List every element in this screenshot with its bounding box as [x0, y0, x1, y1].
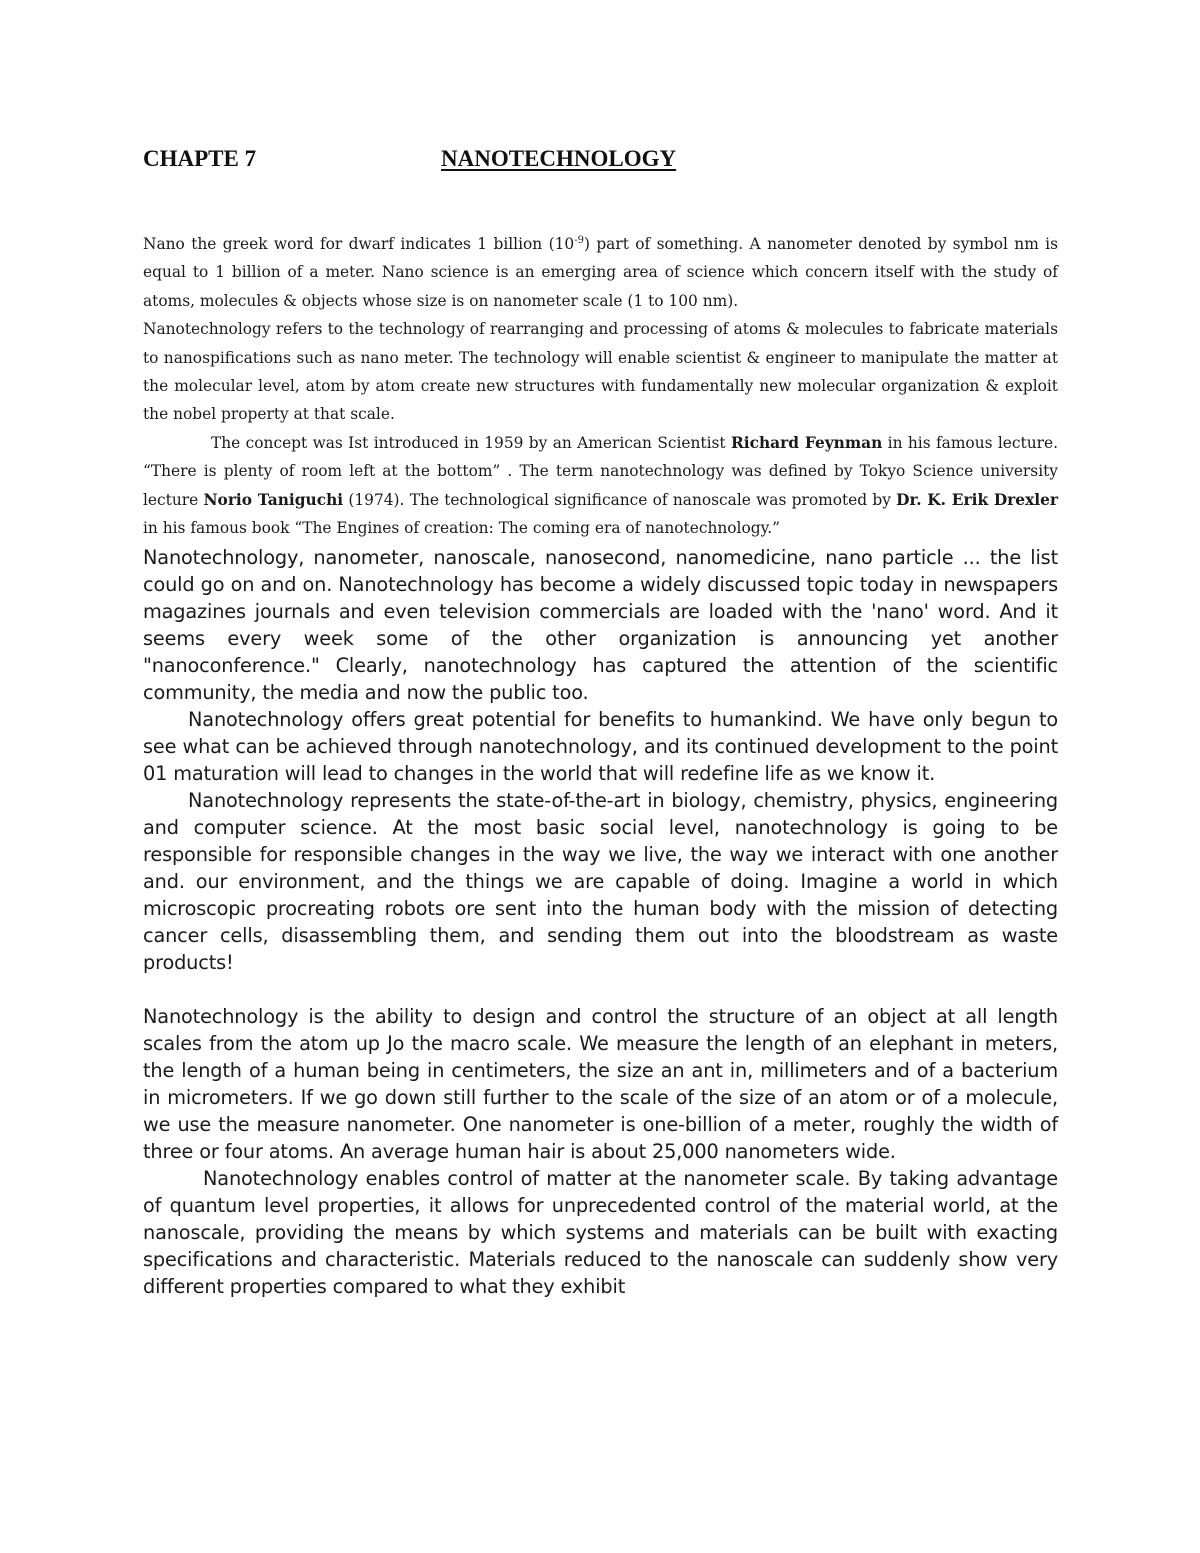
paragraph-state-of-the-art: Nanotechnology represents the state-of-the-art in biology, chemistry, physics, engineering and computer science. At the most basic social level, nanotechnology is going to be responsible for responsible changes in the way we live, the way we interact with one another and. our environment, and the things we are capable of doing. Imagine a world in which microscopic procreating robots ore sent into the human body with the mission of detecting cancer cells, disassembling them, and sending them out into the bloodstream as waste products!: [143, 789, 1058, 975]
name-feynman: Richard Feynman: [730, 433, 883, 452]
paragraph-definition-text-a: Nano the greek word for dwarf indicates 1 billion (10: [143, 235, 575, 253]
name-taniguchi: Norio Taniguchi: [203, 490, 344, 509]
paragraph-history-text-e: (1974). The technological significance of nanoscale was promoted by: [343, 490, 897, 509]
paragraph-history-text-a: The concept was Ist introduced in 1959 by an American Scientist: [211, 433, 731, 452]
paragraph-potential: Nanotechnology offers great potential for benefits to humankind. We have only begun to see what can be achieved through nanotechnology, and its continued development to the point 01 maturation will lead to changes in the world that will redefine life as we know it.: [143, 708, 1058, 786]
paragraph-history-text-c: in his famous lecture. “There is plenty of room left at the bottom” . The term nanotechnology was defined by Tokyo Science university lecture: [143, 433, 1058, 509]
paragraph-definition-text-b: ) part of something. A nanometer denoted by symbol nm is equal to 1 billion of a meter. Nano science is an emerging area of science which concern itself with the study of atoms, molecules & objects whose size is on nanometer scale (1 to 100 nm).: [143, 235, 1058, 310]
chapter-heading: [143, 140, 1058, 180]
exponent: -9: [574, 234, 584, 246]
paragraph-control: Nanotechnology enables control of matter at the nanometer scale. By taking advantage of quantum level properties, it allows for unprecedented control of the material world, at the nanoscale, providing the means by which systems and materials can be built with exacting specifications and characteristic. Materials reduced to the nanoscale can suddenly show very different properties compared to what they exhibit: [143, 1167, 1058, 1299]
paragraph-history: [143, 429, 1058, 543]
chapter-title: NANOTECHNOLOGY: [441, 146, 677, 171]
paragraph-history-text-g: in his famous book “The Engines of creation: The coming era of nanotechnology.”: [143, 519, 780, 538]
paragraph-scale: Nanotechnology is the ability to design and control the structure of an object at all length scales from the atom up Jo the macro scale. We measure the length of an elephant in meters, the length of a human being in centimeters, the size an ant in, millimeters and of a bacterium in micrometers. If we go down still further to the scale of the size of an atom or of a molecule, we use the measure nanometer. One nanometer is one-billion of a meter, roughly the width of three or four atoms. An average human hair is about 25,000 nanometers wide.: [143, 1005, 1058, 1164]
chapter-label: CHAPTE 7: [143, 146, 257, 171]
paragraph-nanotechnology-definition: Nanotechnology refers to the technology of rearranging and processing of atoms & molecules to fabricate materials to nanospifications such as nano meter. The technology will enable scientist & engineer to manipulate the matter at the molecular level, atom by atom create new structures with fundamentally new molecular organization & exploit the nobel property at that scale.: [143, 320, 1058, 424]
body-section: [143, 544, 1058, 1300]
document-page: [143, 140, 1058, 1300]
intro-section: [143, 230, 1058, 542]
paragraph-buzzwords: Nanotechnology, nanometer, nanoscale, nanosecond, nanomedicine, nano particle ... the list could go on and on. Nanotechnology has become a widely discussed topic today in newspapers magazines journals and even television commercials are loaded with the 'nano' word. And it seems every week some of the other organization is announcing yet another "nanoconference." Clearly, nanotechnology has captured the attention of the scientific community, the media and now the public too.: [143, 546, 1058, 705]
paragraph-definition: [143, 230, 1058, 315]
name-drexler: Dr. K. Erik Drexler: [896, 490, 1058, 509]
